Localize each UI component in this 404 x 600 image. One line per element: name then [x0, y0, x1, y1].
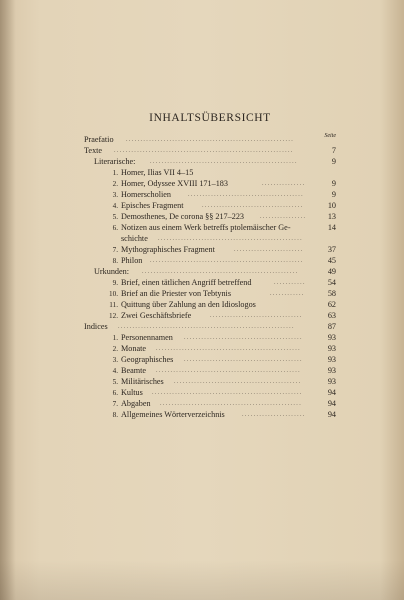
dot-leader: ................................................. — [160, 401, 303, 407]
entry-number: 1. — [112, 169, 118, 177]
toc-entry-index-5 — [84, 376, 336, 387]
page-title: INHALTSÜBERSICHT — [149, 112, 271, 124]
entry-number: 4. — [112, 367, 118, 375]
toc-entry-page: 9 — [331, 190, 336, 199]
toc-entry-index-4 — [84, 365, 336, 376]
toc-entry-page: 45 — [327, 256, 336, 265]
toc-entry-index-1 — [84, 332, 336, 343]
dot-leader: ......................................... — [184, 357, 303, 363]
entry-number: 5. — [112, 213, 118, 221]
toc-entry-6-continuation — [84, 233, 336, 244]
entry-text: Monate — [121, 344, 147, 353]
entry-text: Personennamen — [121, 333, 173, 342]
toc-entry-4 — [84, 200, 336, 211]
entry-text: Militärisches — [121, 377, 164, 386]
entry-text: Brief, einen tätlichen Angriff betreffend — [121, 278, 252, 287]
dot-leader: ............... — [262, 181, 306, 187]
entry-text: Abgaben — [121, 399, 151, 408]
toc-entry-11 — [84, 299, 336, 310]
toc-entry-indices — [84, 321, 336, 332]
entry-text: Geographisches — [121, 355, 174, 364]
dot-leader: .............................................................. — [114, 148, 294, 154]
toc-entry-page: 93 — [327, 355, 336, 364]
toc-entry-page: 93 — [327, 333, 336, 342]
toc-entry-1 — [84, 167, 336, 178]
entry-text: Allgemeines Wörterverzeichnis — [121, 410, 225, 419]
toc-entry-urkunden — [84, 266, 336, 277]
entry-number: 7. — [112, 400, 118, 408]
toc-entry-2 — [84, 178, 336, 189]
entry-number: 4. — [112, 202, 118, 210]
toc-entry-literarische — [84, 156, 336, 167]
toc-entry-page: 63 — [327, 311, 336, 320]
toc-entry-label: Texte — [84, 146, 103, 155]
entry-number: 7. — [112, 246, 118, 254]
entry-text: Beamte — [121, 366, 147, 375]
toc-entry-label: Literarische: — [94, 157, 136, 166]
toc-entry-page: 54 — [327, 278, 336, 287]
entry-text: Episches Fragment — [121, 201, 184, 210]
toc-entry-page: 9 — [331, 157, 336, 166]
page-gutter-shadow — [0, 0, 16, 600]
entry-number: 10. — [109, 290, 118, 298]
entry-number: 5. — [112, 378, 118, 386]
toc-entry-page: 10 — [327, 201, 336, 210]
entry-text: Kultus — [121, 388, 143, 397]
dot-leader: ................................ — [210, 313, 303, 319]
toc-entry-page: 87 — [327, 322, 336, 331]
toc-entry-index-6 — [84, 387, 336, 398]
toc-entry-6 — [84, 222, 336, 233]
toc-entry-page: 9 — [331, 179, 336, 188]
toc-entry-7 — [84, 244, 336, 255]
toc-entry-page: 14 — [327, 223, 336, 232]
toc-entry-page: 93 — [327, 377, 336, 386]
toc-entry-page: 13 — [327, 212, 336, 221]
toc-entry-index-8 — [84, 409, 336, 420]
toc-entry-label: Indices — [84, 322, 108, 331]
dot-leader: ...................... — [242, 412, 306, 418]
entry-text: Homer, Ilias VII 4–15 — [121, 168, 194, 177]
toc-entry-12 — [84, 310, 336, 321]
toc-entry-9 — [84, 277, 336, 288]
entry-text: Demosthenes, De corona §§ 217–223 — [121, 212, 245, 221]
toc-entry-page: 37 — [327, 245, 336, 254]
toc-entry-index-3 — [84, 354, 336, 365]
dot-leader: .................................................. — [156, 368, 301, 374]
dot-leader: ...................................................... — [142, 269, 299, 275]
entry-number: 12. — [109, 312, 118, 320]
entry-number: 1. — [112, 334, 118, 342]
entry-number: 6. — [112, 224, 118, 232]
toc-entry-page: 94 — [327, 388, 336, 397]
toc-entry-label: schichte — [121, 234, 148, 243]
toc-entry-texte — [84, 145, 336, 156]
entry-number: 3. — [112, 356, 118, 364]
entry-number: 11. — [109, 301, 118, 309]
dot-leader: ................ — [260, 214, 307, 220]
entry-number: 8. — [112, 257, 118, 265]
entry-text: Philon — [121, 256, 143, 265]
entry-number: 9. — [112, 279, 118, 287]
toc-entry-page: 93 — [327, 344, 336, 353]
dot-leader: ........................................ — [188, 192, 304, 198]
toc-entry-label — [104, 409, 225, 421]
toc-entry-5 — [84, 211, 336, 222]
dot-leader: .................................................. — [156, 346, 301, 352]
dot-leader: ........... — [274, 280, 306, 286]
dot-leader: .................................................. — [158, 236, 303, 242]
toc-entry-page: 58 — [327, 289, 336, 298]
entry-number: 2. — [112, 180, 118, 188]
toc-entry-praefatio — [84, 134, 336, 145]
dot-leader: ............................................................. — [118, 324, 295, 330]
dot-leader: ................................... — [202, 203, 304, 209]
dot-leader: ........................ — [234, 247, 304, 253]
toc-entry-label: Praefatio — [84, 135, 114, 144]
entry-number: 8. — [112, 411, 118, 419]
toc-entry-page: 93 — [327, 366, 336, 375]
entry-text: Zwei Geschäftsbriefe — [121, 311, 192, 320]
entry-number: 2. — [112, 345, 118, 353]
dot-leader: ................................................... — [150, 159, 298, 165]
toc-entry-index-7 — [84, 398, 336, 409]
dot-leader: ............ — [270, 291, 305, 297]
entry-text: Mythographisches Fragment — [121, 245, 215, 254]
toc-entry-page: 94 — [327, 410, 336, 419]
entry-text: Notizen aus einem Werk betreffs ptolemäischer Ge- — [121, 223, 291, 232]
dot-leader: ..................................................... — [150, 258, 304, 264]
dot-leader: .................................................... — [152, 390, 303, 396]
dot-leader: .......................................................... — [126, 137, 295, 143]
entry-text: Homerscholien — [121, 190, 172, 199]
toc-entry-index-2 — [84, 343, 336, 354]
entry-text: Homer, Odyssee XVIII 171–183 — [121, 179, 228, 188]
entry-text: Quittung über Zahlung an den Idioslogos — [121, 300, 256, 309]
toc-entry-page: 62 — [327, 300, 336, 309]
entry-text: Brief an die Priester von Tebtynis — [121, 289, 232, 298]
dot-leader: ......................................... — [184, 335, 303, 341]
entry-number: 6. — [112, 389, 118, 397]
toc-entry-page: 94 — [327, 399, 336, 408]
toc-entry-3 — [84, 189, 336, 200]
toc-entry-label: Urkunden: — [94, 267, 130, 276]
toc-entry-page: 49 — [327, 267, 336, 276]
page-bottom-shadow — [0, 560, 404, 600]
dot-leader: ............................................ — [174, 379, 302, 385]
page-column-header: Seite — [324, 133, 336, 139]
toc-entry-8 — [84, 255, 336, 266]
toc-entry-page: 7 — [331, 146, 336, 155]
entry-number: 3. — [112, 191, 118, 199]
toc-entry-10 — [84, 288, 336, 299]
